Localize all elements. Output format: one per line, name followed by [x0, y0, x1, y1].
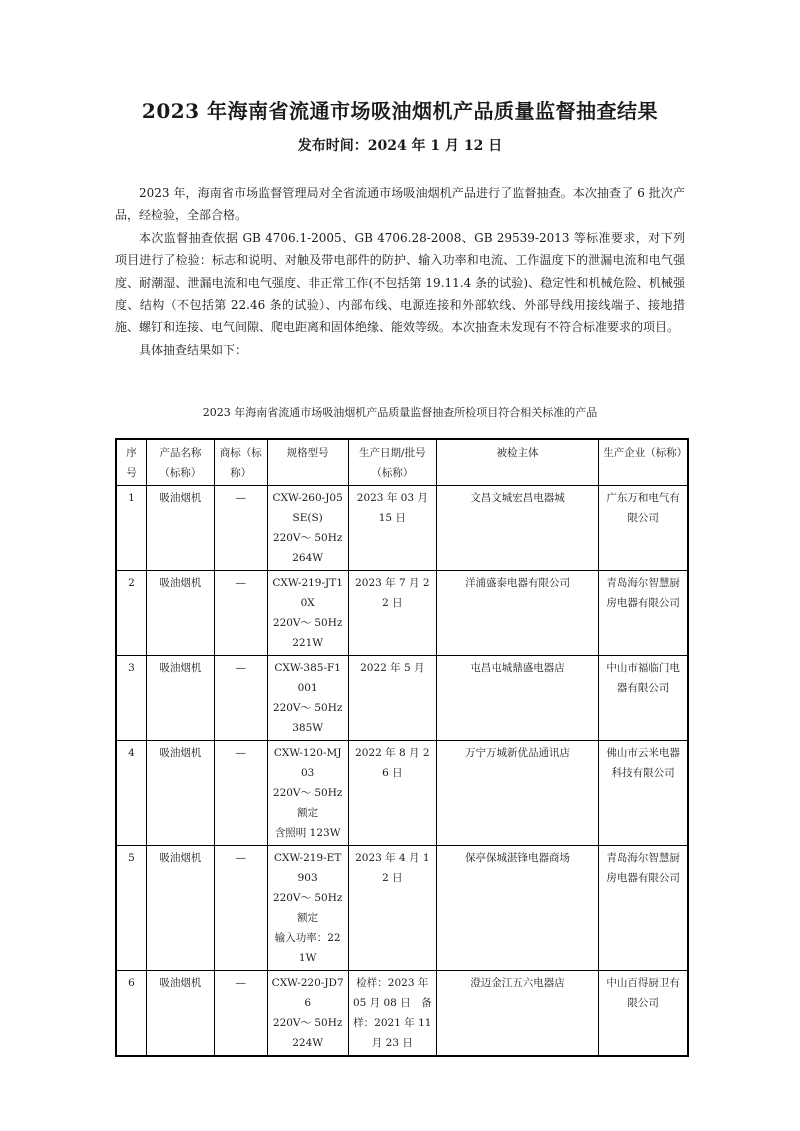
- spec-line: CXW-120-MJ03: [273, 747, 342, 780]
- spec-line: CXW-219-ET903: [273, 852, 342, 885]
- paragraph-results-intro: 具体抽查结果如下：: [139, 342, 248, 357]
- header-product-name: 产品名称（标称）: [146, 439, 214, 486]
- cell-manufacturer: 中山市福临门电器有限公司: [599, 656, 688, 741]
- cell-production-date: 2023 年 7 月 22 日: [348, 571, 436, 656]
- cell-manufacturer: 佛山市云米电器科技有限公司: [599, 741, 688, 846]
- table-row: [116, 486, 688, 571]
- cell-manufacturer: 青岛海尔智慧厨房电器有限公司: [599, 846, 688, 971]
- page-title: 2023 年海南省流通市场吸油烟机产品质量监督抽查结果: [141, 99, 659, 123]
- header-spec-model: 规格型号: [267, 439, 348, 486]
- cell-manufacturer: 广东万和电气有限公司: [599, 486, 688, 571]
- publish-date-line: 发布时间：2024 年 1 月 12 日: [297, 138, 503, 154]
- paragraph-standards: 本次监督抽查依据 GB 4706.1-2005、GB 4706.28-2008、GB 29539-2013 等标准要求，对下列项目进行了检验：标志和说明、对触及带电部件的防护、输入功率和电流、工作温度下的泄漏电流和电气强度、耐潮湿、泄漏电流和电气强度、非正常工作(不包括第 19.11.4 条的试验)、稳定性和机械危险、机械强度、结构（不包括第 22.46 条的试验）、内部布线、电源连接和外部软线、外部导线用接线端子、接地措施、螺钉和连接、电气间隙、爬电距离和固体绝缘、能效等级。本次抽查未发现有不符合标准要求的项目。: [115, 230, 685, 335]
- spec-line: 220V～ 50Hz 385W: [272, 702, 343, 735]
- table-caption: 2023 年海南省流通市场吸油烟机产品质量监督抽查所检项目符合相关标准的产品: [202, 406, 598, 420]
- cell-production-date: 2022 年 8 月 26 日: [348, 741, 436, 846]
- cell-inspected-entity: 屯昌屯城鼎盛电器店: [436, 656, 598, 741]
- cell-product-name: 吸油烟机: [146, 656, 214, 741]
- cell-brand: —: [214, 656, 267, 741]
- inspection-results-table: [115, 438, 689, 1057]
- table-row: [116, 741, 688, 846]
- spec-line: 220V～ 50Hz 221W: [272, 617, 343, 650]
- cell-brand: —: [214, 971, 267, 1057]
- spec-line: CXW-260-J05SE(S): [272, 492, 343, 525]
- spec-line: 含照明 123W: [274, 827, 341, 840]
- cell-product-name: 吸油烟机: [146, 971, 214, 1057]
- cell-serial-number: 2: [116, 571, 146, 656]
- spec-line: 220V～ 50Hz 224W: [272, 1017, 343, 1050]
- cell-production-date: 检样：2023 年 05 月 08 日 备样：2021 年 11 月 23 日: [348, 971, 436, 1057]
- cell-brand: —: [214, 486, 267, 571]
- header-inspected-entity: 被检主体: [436, 439, 598, 486]
- spec-line: CXW-220-JD76: [271, 977, 344, 1010]
- header-manufacturer: 生产企业（标称）: [599, 439, 688, 486]
- spec-line: 220V～ 50Hz 额定: [272, 787, 343, 820]
- cell-spec-model: [267, 971, 348, 1057]
- cell-brand: —: [214, 846, 267, 971]
- cell-inspected-entity: 文昌文城宏昌电器城: [436, 486, 598, 571]
- cell-manufacturer: 中山百得厨卫有限公司: [599, 971, 688, 1057]
- header-serial-number: 序号: [116, 439, 146, 486]
- cell-serial-number: 3: [116, 656, 146, 741]
- table-row: [116, 656, 688, 741]
- cell-production-date: 2023 年 03 月 15 日: [348, 486, 436, 571]
- spec-line: 220V～ 50Hz 额定: [272, 892, 343, 925]
- spec-line: CXW-385-F1001: [274, 662, 341, 695]
- spec-line: 220V～ 50Hz 264W: [272, 532, 343, 565]
- cell-serial-number: 6: [116, 971, 146, 1057]
- cell-spec-model: [267, 846, 348, 971]
- cell-manufacturer: 青岛海尔智慧厨房电器有限公司: [599, 571, 688, 656]
- paragraph-summary: 2023 年，海南省市场监督管理局对全省流通市场吸油烟机产品进行了监督抽查。本次抽查了 6 批次产品，经检验，全部合格。: [115, 186, 685, 223]
- cell-serial-number: 4: [116, 741, 146, 846]
- cell-inspected-entity: 万宁万城新优品通讯店: [436, 741, 598, 846]
- cell-inspected-entity: 澄迈金江五六电器店: [436, 971, 598, 1057]
- cell-inspected-entity: 洋浦盛泰电器有限公司: [436, 571, 598, 656]
- table-row: [116, 971, 688, 1057]
- cell-brand: —: [214, 741, 267, 846]
- cell-spec-model: [267, 656, 348, 741]
- cell-spec-model: [267, 486, 348, 571]
- table-header-row: [116, 439, 688, 486]
- cell-production-date: 2022 年 5 月: [348, 656, 436, 741]
- cell-brand: —: [214, 571, 267, 656]
- document-body: [115, 182, 688, 1057]
- cell-product-name: 吸油烟机: [146, 741, 214, 846]
- cell-spec-model: [267, 741, 348, 846]
- cell-product-name: 吸油烟机: [146, 571, 214, 656]
- table-row: [116, 571, 688, 656]
- cell-spec-model: [267, 571, 348, 656]
- header-brand: 商标（标称）: [214, 439, 267, 486]
- table-row: [116, 846, 688, 971]
- cell-product-name: 吸油烟机: [146, 846, 214, 971]
- cell-production-date: 2023 年 4 月 12 日: [348, 846, 436, 971]
- cell-product-name: 吸油烟机: [146, 486, 214, 571]
- cell-serial-number: 1: [116, 486, 146, 571]
- spec-line: 输入功率：221W: [274, 932, 341, 965]
- header-production-date: 生产日期/批号（标称）: [348, 439, 436, 486]
- spec-line: CXW-219-JT10X: [272, 577, 343, 610]
- cell-serial-number: 5: [116, 846, 146, 971]
- cell-inspected-entity: 保亭保城湛锋电器商场: [436, 846, 598, 971]
